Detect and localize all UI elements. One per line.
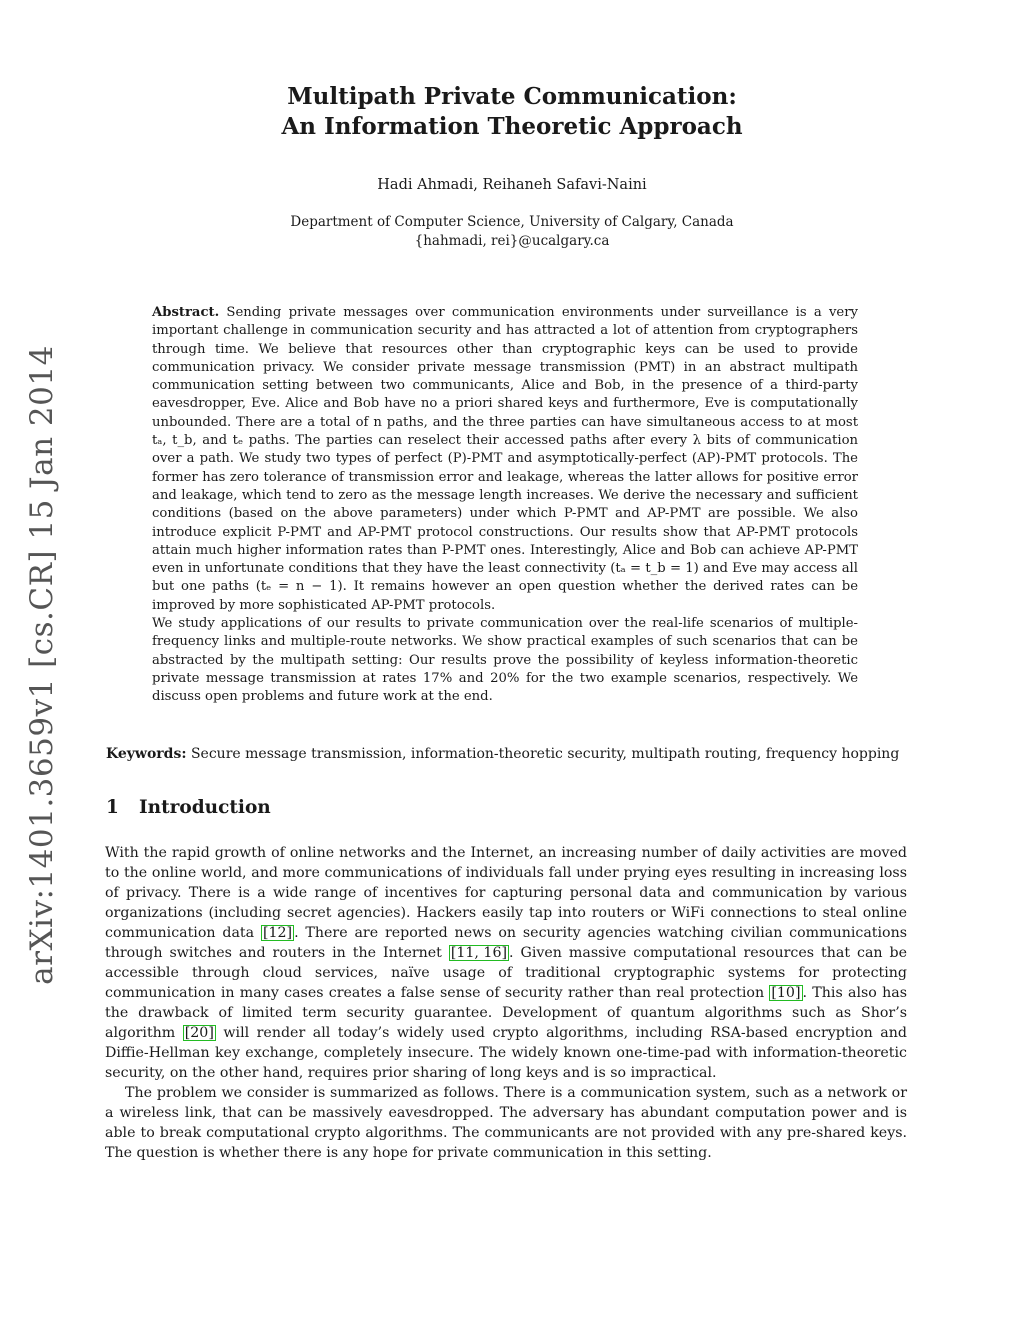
title-line-1: Multipath Private Communication:: [287, 83, 737, 110]
intro-text: will render all today’s widely used crypto algorithms, including RSA-based encryption and Diffie-Hellman key exchange, completely insecure. The widely known one-time-pad with information-theoretic security, on the other hand, requires prior sharing of long keys and is so impractical.: [105, 1025, 907, 1081]
arxiv-identifier-stamp: arXiv:1401.3659v1 [cs.CR] 15 Jan 2014: [24, 345, 60, 985]
intro-text: . Given massive computational resources that can be accessible through cloud services, naïve usage of traditional cryptographic systems for protecting communication in many cases creates a false sense of security rather than real protection: [105, 945, 907, 1001]
intro-text: With the rapid growth of online networks and the Internet, an increasing number of daily activities are moved to the online world, and more communications of individuals fall under prying eyes resulting in increasing loss of privacy. There is a wide range of incentives for capturing personal data and communication by various organizations (including secret agencies). Hackers easily tap into routers or WiFi connections to steal online communication data: [105, 845, 907, 941]
keywords-text: Secure message transmission, information-theoretic security, multipath routing, frequency hopping: [190, 746, 900, 762]
title-line-2: An Information Theoretic Approach: [281, 113, 743, 140]
author-list: Hadi Ahmadi, Reihaneh Safavi-Naini: [377, 177, 647, 193]
abstract-label: Abstract.: [152, 305, 220, 320]
intro-paragraph-1: [105, 843, 907, 1083]
intro-text: . There are reported news on security agencies watching civilian communications through switches and routers in the Internet: [105, 925, 907, 961]
section-title: Introduction: [139, 797, 271, 818]
introduction-body: [105, 843, 907, 1163]
paper-title: [0, 82, 1024, 142]
citation-link-12[interactable]: [12]: [262, 925, 293, 941]
citation-link-20[interactable]: [20]: [184, 1025, 214, 1041]
keywords: [106, 745, 912, 764]
abstract-text-1: Sending private messages over communication environments under surveillance is a very important challenge in communication security and has attracted a lot of attention from cryptographers through time. We believe that resources other than cryptographic keys can be used to provide communication privacy. We consider private message transmission (PMT) in an abstract multipath communication setting between two communicants, Alice and Bob, in the presence of a third-party eavesdropper, Eve. Alice and Bob have no a priori shared keys and furthermore, Eve is computationally unbounded. There are a total of n paths, and the three parties can have simultaneous access to at most tₐ, t_b, and tₑ paths. The parties can reselect their accessed paths after every λ bits of communication over a path. We study two types of perfect (P)-PMT and asymptotically-perfect (AP)-PMT protocols. The former has zero tolerance of transmission error and leakage, whereas the latter allows for positive error and leakage, which tend to zero as the message length increases. We derive the necessary and sufficient conditions (based on the above parameters) under which P-PMT and AP-PMT are possible. We also introduce explicit P-PMT and AP-PMT protocol constructions. Our results show that AP-PMT protocols attain much higher information rates than P-PMT ones. Interestingly, Alice and Bob can achieve AP-PMT even in unfortunate conditions that they have the least connectivity (tₐ = t_b = 1) and Eve may access all but one paths (tₑ = n − 1). It remains however an open question whether the derived rates can be improved by more sophisticated AP-PMT protocols.: [152, 305, 858, 613]
intro-paragraph-2: The problem we consider is summarized as follows. There is a communication system, such as a network or a wireless link, that can be massively eavesdropped. The adversary has abundant computation power and is able to break computational crypto algorithms. The communicants are not provided with any pre-shared keys. The question is whether there is any hope for private communication in this setting.: [105, 1085, 907, 1161]
affiliation: [0, 213, 1024, 251]
abstract: [152, 304, 858, 707]
section-number: 1: [106, 797, 119, 818]
abstract-paragraph-2: We study applications of our results to private communication over the real-life scenarios of multiple-frequency links and multiple-route networks. We show practical examples of such scenarios that can be abstracted by the multipath setting: Our results prove the possibility of keyless information-theoretic private message transmission at rates 17% and 20% for the two example scenarios, respectively. We discuss open problems and future work at the end.: [152, 616, 858, 705]
citation-link-10[interactable]: [10]: [771, 985, 801, 1001]
affiliation-email: {hahmadi, rei}@ucalgary.ca: [414, 233, 610, 249]
keywords-label: Keywords:: [106, 746, 187, 762]
abstract-paragraph-1: [152, 304, 858, 615]
affiliation-institution: Department of Computer Science, University of Calgary, Canada: [290, 214, 734, 230]
citation-link-11-16[interactable]: [11, 16]: [450, 945, 508, 961]
intro-text: . This also has the drawback of limited term security guarantee. Development of quantum algorithms such as Shor’s algorithm: [105, 985, 907, 1041]
section-heading: [106, 797, 271, 818]
